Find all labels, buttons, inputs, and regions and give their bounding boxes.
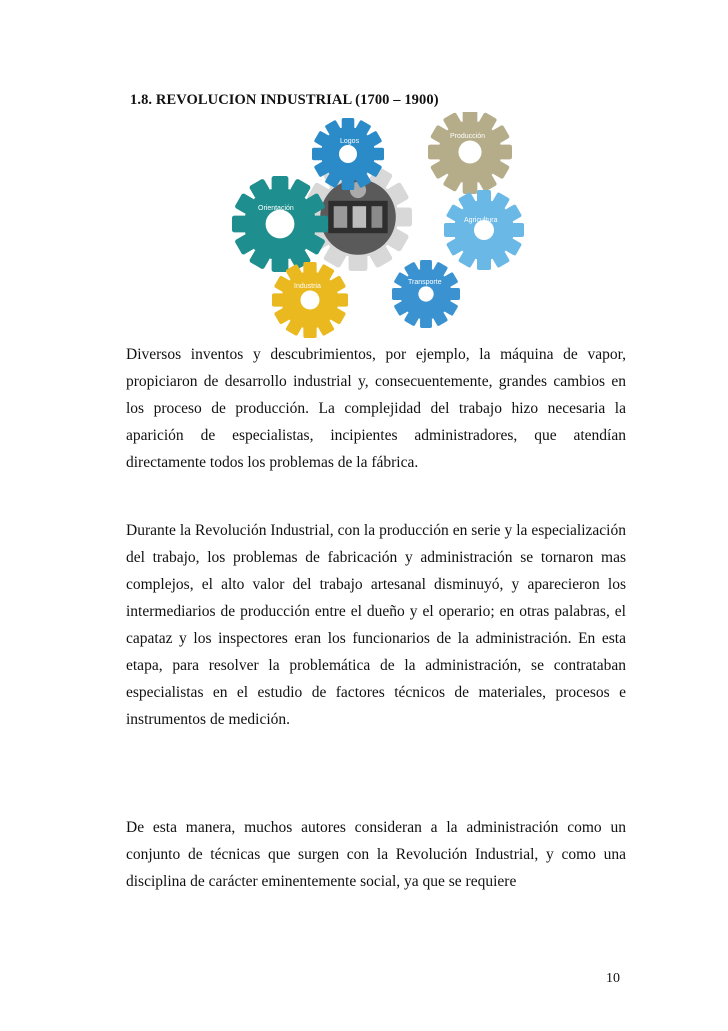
page-number: 10 [606, 971, 620, 986]
gears-illustration [228, 112, 528, 340]
yellow-gear [272, 262, 348, 338]
gear-label-transporte: Transporte [408, 279, 442, 286]
section-heading: 1.8. REVOLUCION INDUSTRIAL (1700 – 1900) [130, 92, 439, 108]
paragraph-1: Diversos inventos y descubrimientos, por ejemplo, la máquina de vapor, propiciaron de desarrollo industrial y, consecuentemente, grandes cambios en los proceso de producción. La complejidad del trabajo hizo necesaria la aparición de especialistas, incipientes administradores, que atendían directamente todos los problemas de la fábrica. [126, 346, 626, 471]
lightblue-gear [444, 190, 524, 270]
paragraph-2: Durante la Revolución Industrial, con la producción en serie y la especialización del trabajo, los problemas de fabricación y administración se tornaron mas complejos, el alto valor del trabajo artesanal disminuyó, y aparecieron los intermediarios de producción entre el dueño y el operario; en otras palabras, el capataz y los inspectores eran los funcionarios de la administración. En esta etapa, para resolver la problemática de la administración, se contrataban especialistas en el estudio de factores técnicos de materiales, procesos e instrumentos de medición. [126, 522, 626, 728]
blue-gear-small [392, 260, 460, 328]
gear-label-produccion: Producción [450, 133, 486, 140]
gear-label-agricultura: Agricultura [464, 217, 498, 224]
paragraph-3: De esta manera, muchos autores consideran a la administración como un conjunto de técnicas que surgen con la Revolución Industrial, y como una disciplina de carácter eminentemente social, ya que se requiere [126, 819, 626, 890]
gear-label-orientacion: Orientación [258, 205, 294, 212]
tan-gear [428, 112, 512, 194]
gear-label-logos: Logos [340, 138, 360, 145]
gear-label-industria: Industria [294, 283, 321, 290]
